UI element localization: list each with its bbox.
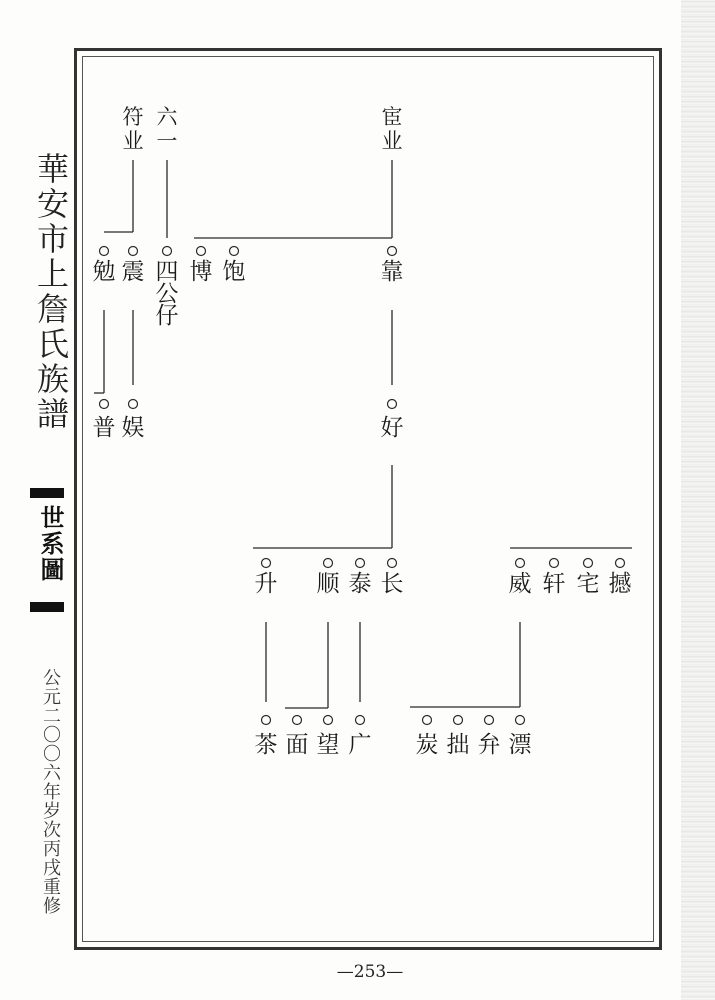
marker-shun [324,559,333,568]
person-sigongzi-char1: 四 [155,259,179,285]
person-yu: 娱 [121,415,145,441]
person-cha: 茶 [254,732,278,758]
marker-han [616,559,625,568]
ancestor-huanye-char2: 业 [381,129,403,153]
marker-hao [388,400,397,409]
person-mian-gen4: 面 [285,732,309,758]
marker-pu [100,400,109,409]
person-guang: 广 [348,732,372,758]
person-mian: 勉 [92,259,116,285]
marker-kao [388,247,397,256]
marker-chang [388,559,397,568]
person-sigongzi-char3: 仔 [155,303,179,329]
person-hao: 好 [380,415,404,441]
marker-xuan [550,559,559,568]
marker-yu [129,400,138,409]
person-ba: 炭 [415,732,439,758]
person-bian: 弁 [477,732,501,758]
marker-sheng [262,559,271,568]
person-shun: 顺 [316,571,340,597]
marker-wang [324,716,333,725]
person-bao: 饱 [222,259,246,285]
person-wei: 威 [508,571,532,597]
marker-wei [516,559,525,568]
section-label: 世系圖 [36,505,65,583]
person-sheng: 升 [254,571,278,597]
person-xuan: 轩 [542,571,566,597]
person-han: 撼 [608,571,632,597]
marker-ba [423,716,432,725]
person-zhai: 宅 [576,571,600,597]
ancestor-liuyi-char2: 一 [156,129,178,153]
ancestor-huanye-char1: 宦 [381,105,403,129]
person-bo: 博 [189,259,213,285]
person-wang: 望 [316,732,340,758]
marker-bian [485,716,494,725]
person-sigongzi-char2: 公 [155,281,179,307]
person-chang: 长 [380,571,404,597]
marker-bo [197,247,206,256]
person-kao: 靠 [380,259,404,285]
person-tai: 泰 [348,571,372,597]
marker-mian [100,247,109,256]
person-zhen: 震 [121,259,145,285]
marker-sigongzi [163,247,172,256]
marker-mian-gen4 [293,716,302,725]
marker-cha [262,716,271,725]
ancestor-liuyi-char1: 六 [156,105,178,129]
marker-zhai [584,559,593,568]
marker-zhen [129,247,138,256]
marker-zhuo [454,716,463,725]
ancestor-fuye-char2: 业 [122,129,144,153]
revision-date: 公元二〇〇六年岁次丙戌重修 [40,668,61,915]
person-pu: 普 [92,415,116,441]
ancestor-fuye-char1: 符 [122,105,144,129]
marker-piao [516,716,525,725]
genealogy-title: 華安市上詹氏族譜 [32,152,70,432]
marker-bao [230,247,239,256]
marker-tai [356,559,365,568]
person-piao: 漂 [508,732,532,758]
marker-guang [356,716,365,725]
page-number: —253— [336,962,404,982]
person-zhuo: 拙 [446,732,470,758]
